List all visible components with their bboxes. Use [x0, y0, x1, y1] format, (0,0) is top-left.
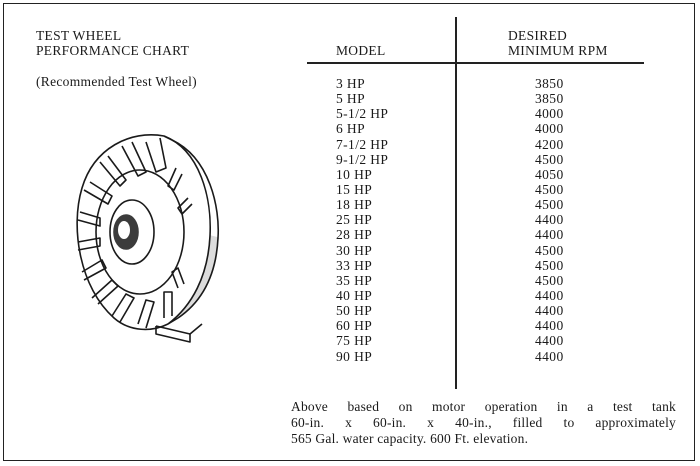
model-cell: 35 HP — [336, 272, 373, 288]
rpm-cell: 4500 — [535, 272, 564, 288]
rpm-cell: 4000 — [535, 106, 564, 122]
rpm-column-header-line-2: MINIMUM RPM — [508, 43, 608, 58]
model-cell: 9-1/2 HP — [336, 151, 389, 167]
model-cell: 28 HP — [336, 227, 373, 243]
column-divider — [455, 17, 457, 389]
model-cell: 6 HP — [336, 121, 365, 137]
chart-subtitle: (Recommended Test Wheel) — [36, 74, 197, 89]
model-cell: 40 HP — [336, 287, 373, 303]
test-wheel-illustration — [60, 128, 230, 348]
model-cell: 25 HP — [336, 212, 373, 228]
header-rule — [307, 62, 644, 64]
model-cell: 90 HP — [336, 348, 373, 364]
chart-title-line-2: PERFORMANCE CHART — [36, 43, 190, 58]
rpm-cell: 4500 — [535, 197, 564, 213]
model-cell: 75 HP — [336, 333, 373, 349]
rpm-cell: 4400 — [535, 303, 564, 319]
rpm-cell: 4200 — [535, 136, 564, 152]
rpm-column-header-line-1: DESIRED — [508, 28, 568, 43]
rpm-cell: 4000 — [535, 121, 564, 137]
model-cell: 18 HP — [336, 197, 373, 213]
model-cell: 60 HP — [336, 318, 373, 334]
note-line: 565 Gal. water capacity. 600 Ft. elevation. — [291, 431, 529, 446]
rpm-cell: 4500 — [535, 181, 564, 197]
model-cell: 3 HP — [336, 76, 365, 91]
rpm-cell: 3850 — [535, 76, 564, 91]
rpm-cell: 4400 — [535, 333, 564, 349]
rpm-cell: 4400 — [535, 227, 564, 243]
model-cell: 33 HP — [336, 257, 373, 273]
chart-title-line-1: TEST WHEEL — [36, 28, 122, 43]
rpm-cell: 4400 — [535, 287, 564, 303]
rpm-cell: 4400 — [535, 212, 564, 228]
rpm-cell: 4500 — [535, 151, 564, 167]
note-line: 60-in. x 60-in. x 40-in., filled to approximately — [291, 415, 676, 430]
note-line: Above based on motor operation in a test tank — [291, 399, 676, 414]
model-cell: 50 HP — [336, 303, 373, 319]
model-cell: 5-1/2 HP — [336, 106, 389, 122]
test-conditions-note — [291, 399, 676, 447]
model-cell: 30 HP — [336, 242, 373, 258]
rpm-cell: 4400 — [535, 348, 564, 364]
model-cell: 5 HP — [336, 91, 365, 107]
rpm-cell: 4500 — [535, 242, 564, 258]
model-column — [336, 76, 388, 364]
model-cell: 10 HP — [336, 166, 373, 182]
rpm-cell: 4400 — [535, 318, 564, 334]
model-cell: 15 HP — [336, 181, 373, 197]
rpm-cell: 3850 — [535, 91, 564, 107]
model-cell: 7-1/2 HP — [336, 136, 389, 152]
rpm-cell: 4500 — [535, 257, 564, 273]
rpm-column — [535, 76, 593, 364]
model-column-header: MODEL — [336, 43, 386, 58]
rpm-cell: 4050 — [535, 166, 564, 182]
